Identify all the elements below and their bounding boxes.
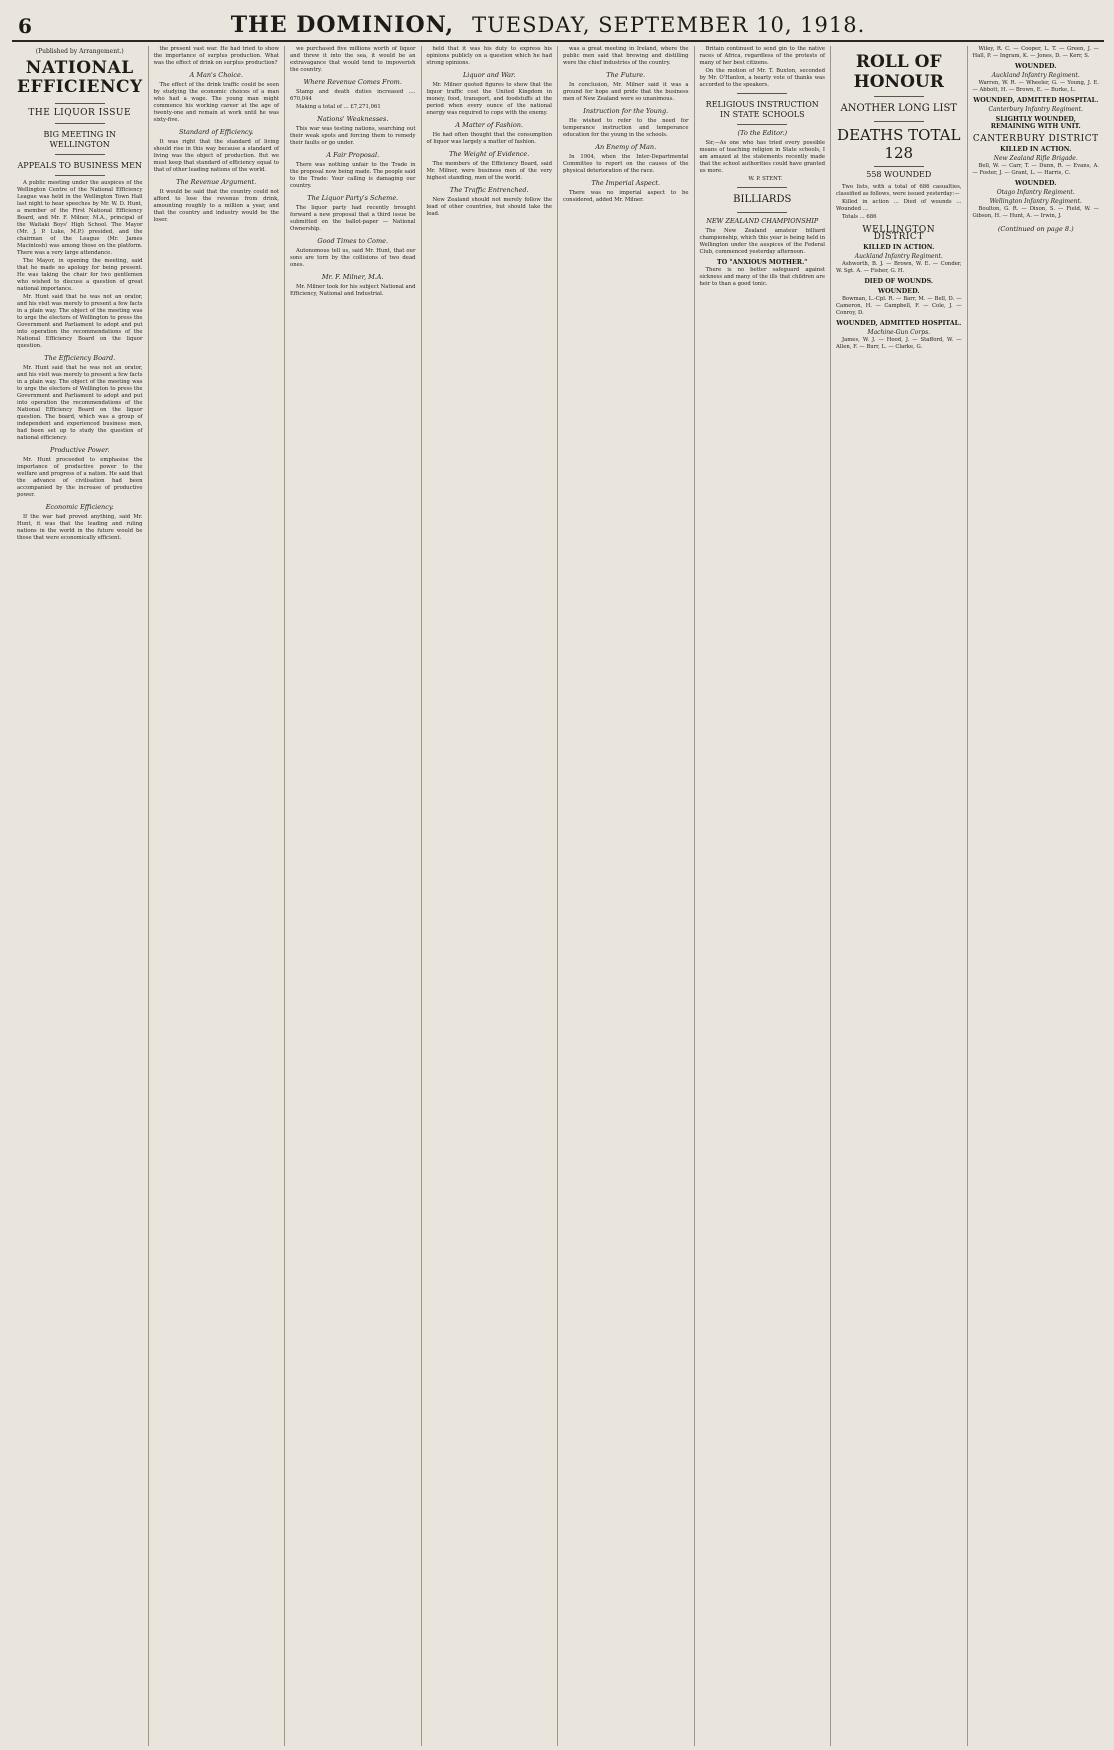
masthead (12, 8, 1104, 42)
section-heading: WOUNDED. (878, 288, 920, 295)
column-2 (149, 46, 286, 1746)
article-headline: RELIGIOUS INSTRUCTION IN STATE SCHOOLS (705, 100, 819, 119)
regiment-heading: Wellington Infantry Regiment. (989, 198, 1082, 205)
paragraph: The Mayor, in opening the meeting, said that he made no apology for being present. He was taking the chair for two gentlemen who wished to discuss a question of great national importance. (17, 258, 143, 292)
section-heading: A Matter of Fashion. (455, 121, 524, 129)
paragraph: Mr. Hunt proceeded to emphasise the importance of productive power to the welfare and progress of a nation. He said that the advance of civilisation had been accompanied by the increase of productive power. (17, 457, 143, 498)
regiment-heading: Machine-Gun Corps. (867, 329, 931, 336)
paragraph: Mr. Hunt said that he was not an orator, and his visit was merely to present a few facts in a plain way. The object of the meeting was to urge the electors of Wellington to press the Government and Parliament to adopt and put into operation the recommendations of the National Efficiency Board on the liquor question. The board, which was a group of independent and experienced business men, had been set up to study the question of national efficiency. (17, 365, 143, 441)
paragraph: The effect of the drink traffic could be seen by studying the economic choices of a man who had a wage. The young man might commence his working career at the age of twenty-one and remain at work until he was sixty-five. (153, 82, 279, 123)
casualty-list: Boulton, G. R. — Dixon, S. — Field, W. — Gibson, H. — Hunt, A. — Irwin, J. (972, 206, 1099, 219)
casualty-list: Warren, W. R. — Wheeler, G. — Young, J. E. — Abbott, H. — Brown, E. — Burke, L. (972, 80, 1099, 93)
casualty-list: James, W. J. — Hood, J. — Stafford, W. — Allen, F. — Burr, L. — Clarke, G. (836, 337, 962, 350)
section-heading: WOUNDED. (1014, 180, 1057, 187)
section-heading: An Enemy of Man. (595, 143, 657, 151)
section-heading: The Traffic Entrenched. (449, 186, 529, 194)
section-heading: Liquor and War. (462, 71, 516, 79)
paragraph: In 1904, when the Inter-Departmental Committee to report on the causes of the physical deterioration of the race. (563, 154, 689, 174)
paragraph: The New Zealand amateur billiard championship, which this year is being held in Wellington under the auspices of the Federal Club, commenced yesterday afternoon. (699, 228, 825, 255)
section-heading: WOUNDED. (1014, 63, 1057, 70)
section-heading: Mr. F. Milner, M.A. (321, 273, 384, 281)
paragraph: On the motion of Mr. T. Buxton, seconded by Mr. O'Hanlon, a hearty vote of thanks was accorded to the speakers. (699, 68, 825, 88)
paragraph: Britain continued to send gin to the native races of Africa, regardless of the protests of many of her best citizens. (699, 46, 825, 66)
column-1 (12, 46, 149, 1746)
column-6 (695, 46, 832, 1746)
paragraph: There was nothing unfair to the Trade in the proposal now being made. The people said to the Trade: Your calling is damaging our country. (290, 162, 416, 189)
paragraph: A public meeting under the auspices of the Wellington Centre of the National Efficiency League was held in the Wellington Town Hall last night to hear speeches by Mr. W. D. Hunt, a member of the First National Efficiency Board, and Mr. F. Milner, M.A., principal of the Waitaki Boys' High School. The Mayor (Mr. J. P. Luke, M.P.) presided, and the chairman of the League (Mr. James Macintosh) was among those on the platform. There was a very large attendance. (17, 180, 143, 256)
casualty-list: Ashworth, B. J. — Brown, W. E. — Conder, W. Sgt. A. — Fisher, G. H. (836, 261, 962, 274)
paragraph: was a great meeting in Ireland, where the public men said that brewing and distilling were the chief industries of the country. (563, 46, 689, 66)
paragraph: the present vast war. He had tried to show the importance of surplus production. What was the effect of drink on surplus production? (153, 46, 279, 66)
paragraph: He wished to refer to the need for temperance instruction and temperance education for the young in the schools. (563, 118, 689, 138)
section-heading: SLIGHTLY WOUNDED, REMAINING WITH UNIT. (990, 116, 1081, 130)
article-headline: BILLIARDS (733, 194, 792, 205)
paragraph: Totals ... 686 (842, 214, 877, 220)
paragraph: The liquor party had recently brought forward a new proposal that a third issue be submitted on the ballot-paper — National Ownership. (290, 205, 416, 232)
section-heading: KILLED IN ACTION. (1000, 146, 1072, 153)
column-8 (968, 46, 1104, 1746)
section-heading: A Fair Proposal. (326, 151, 380, 159)
paragraph: There was no imperial aspect to be considered, added Mr. Milner. (563, 190, 689, 203)
paragraph: He had often thought that the consumption of liquor was largely a matter of fashion. (426, 132, 552, 145)
paragraph: The members of the Efficiency Board, said Mr. Milner, were business men of the very highest standing, men of the world. (426, 161, 552, 181)
subheadline: APPEALS TO BUSINESS MEN (17, 161, 142, 170)
section-heading: (To the Editor.) (737, 129, 788, 137)
columns (12, 46, 1104, 1746)
newspaper-title: THE DOMINION, TUESDAY, SEPTEMBER 10, 1918. (230, 12, 866, 38)
regiment-heading: Otago Infantry Regiment. (996, 189, 1075, 196)
paragraph: It was right that the standard of living should rise in this way because a standard of living was the object of production. But we must keep that standard of efficiency equal to that of other leading nations of the world. (153, 139, 279, 173)
regiment-heading: Auckland Infantry Regiment. (991, 72, 1080, 79)
paragraph: held that it was his duty to express his opinions publicly on a question which he had strong opinions. (426, 46, 552, 66)
paragraph: This war was testing nations, searching out their weak spots and forcing them to remedy their faults or go under. (290, 126, 416, 146)
paragraph: Killed in action ... Died of wounds ... Wounded ... (836, 199, 962, 212)
section-heading: The Future. (606, 71, 646, 79)
section-heading: The Revenue Argument. (176, 178, 257, 186)
subheadline: THE LIQUOR ISSUE (28, 108, 132, 118)
signature: W. P. STENT. (748, 176, 783, 182)
column-5 (558, 46, 695, 1746)
casualty-list: Bell, W. — Carr, T. — Dunn, R. — Evans, A. — Foster, J. — Grant, L. — Harris, C. (972, 163, 1099, 176)
regiment-heading: New Zealand Rifle Brigade. (993, 155, 1078, 162)
column-3 (285, 46, 422, 1746)
section-heading: Standard of Efficiency. (178, 128, 254, 136)
roll-of-honour-heading: ROLL OF HONOUR (853, 52, 944, 92)
paragraph: Sir,—As one who has tried every possible means of teaching religion in State schools, I am amazed at the statements recently made that the school authorities could have granted us more. (699, 140, 825, 174)
district-heading: CANTERBURY DISTRICT (972, 134, 1099, 144)
section-heading: DIED OF WOUNDS. (864, 278, 934, 285)
subheadline: 558 WOUNDED (866, 170, 932, 179)
section-heading: Where Revenue Comes From. (303, 78, 402, 86)
paragraph: In conclusion, Mr. Milner said it was a ground for hope and pride that the business men of New Zealand were so unanimous. (563, 82, 689, 102)
section-heading: Good Times to Come. (317, 237, 389, 245)
district-heading: WELLINGTON DISTRICT (862, 225, 936, 242)
column-4 (422, 46, 559, 1746)
paragraph: Autonomous tell us, said Mr. Hunt, that our sons are torn by the collisions of two dead ones. (290, 248, 416, 268)
continued-note: (Continued on page 8.) (997, 225, 1074, 233)
casualty-list: Bowman, L.-Cpl. R. — Barr, M. — Bell, D. — Cameron, H. — Campbell, F. — Cole, J. — Conroy, D. (836, 296, 962, 316)
regiment-heading: Canterbury Infantry Regiment. (988, 106, 1083, 113)
section-heading: The Liquor Party's Scheme. (307, 194, 399, 202)
subheadline: BIG MEETING IN WELLINGTON (43, 130, 116, 149)
paragraph: There is no better safeguard against sickness and many of the ills that children are heir to than a good tonic. (699, 267, 825, 287)
column-7 (831, 46, 968, 1746)
paragraph: Two lists, with a total of 686 casualties, classified as follows, were issued yesterday:— (836, 184, 962, 197)
paragraph: New Zealand should not merely follow the lead of other countries, but should take the lead. (426, 197, 552, 217)
arrangement-note: (Published by Arrangement.) (35, 48, 124, 55)
paragraph: Making a total of ... £7,271,061 (296, 104, 381, 110)
section-heading: Nations' Weaknesses. (317, 115, 389, 123)
section-heading: A Man's Choice. (189, 71, 243, 79)
issue-date: TUESDAY, SEPTEMBER 10, 1918. (472, 13, 866, 37)
paragraph: Stamp and death duties increased .... 670,044 (290, 89, 416, 102)
section-heading: The Weight of Evidence. (449, 150, 530, 158)
headline: NATIONAL EFFICIENCY (17, 58, 143, 97)
subheadline: DEATHS TOTAL 128 (837, 126, 961, 162)
paragraph: Mr. Milner took for his subject National and Efficiency, National and Industrial. (290, 284, 416, 297)
paragraph: we purchased five millions worth of liquor and threw it into the sea, it would be an extravagance that would tend to impoverish the country. (290, 46, 416, 73)
page-number: 6 (18, 14, 32, 38)
paragraph: If the war had proved anything, said Mr. Hunt, it was that the leading and ruling nations in the world in the future would be those that were economically efficient. (17, 514, 143, 541)
regiment-heading: Auckland Infantry Regiment. (854, 253, 943, 260)
section-heading: WOUNDED, ADMITTED HOSPITAL. (836, 320, 962, 327)
section-heading: WOUNDED, ADMITTED HOSPITAL. (973, 97, 1099, 104)
section-heading: Productive Power. (49, 446, 110, 454)
section-heading: Instruction for the Young. (583, 107, 669, 115)
subheadline: ANOTHER LONG LIST (840, 103, 957, 114)
section-heading: The Imperial Aspect. (591, 179, 661, 187)
section-heading: The Efficiency Board. (44, 354, 116, 362)
section-heading: NEW ZEALAND CHAMPIONSHIP (706, 217, 819, 225)
paragraph: It would be said that the country could not afford to lose the revenue from drink, amounting roughly to a million a year, and that the country and industry would be the loser. (153, 189, 279, 223)
casualty-list: Wiley, R. C. — Cooper, L. T. — Green, J. — Hall, P. — Ingram, K. — Jones, D. — Kerr, S. (972, 46, 1099, 59)
section-heading: KILLED IN ACTION. (863, 244, 935, 251)
advert-heading: TO "ANXIOUS MOTHER." (717, 259, 808, 266)
paragraph: Mr. Milner quoted figures to show that the liquor traffic cost the United Kingdom in money, food, transport, and foodstuffs at the period when every ounce of the national energy was required to cope with the enemy. (426, 82, 552, 116)
section-heading: Economic Efficiency. (45, 503, 114, 511)
paragraph: Mr. Hunt said that he was not an orator, and his visit was merely to present a few facts in a plain way. The object of the meeting was to urge the electors of Wellington to press the Government and Parliament to adopt and put into operation the recommendations of the National Efficiency Board on the liquor question. (17, 294, 143, 349)
